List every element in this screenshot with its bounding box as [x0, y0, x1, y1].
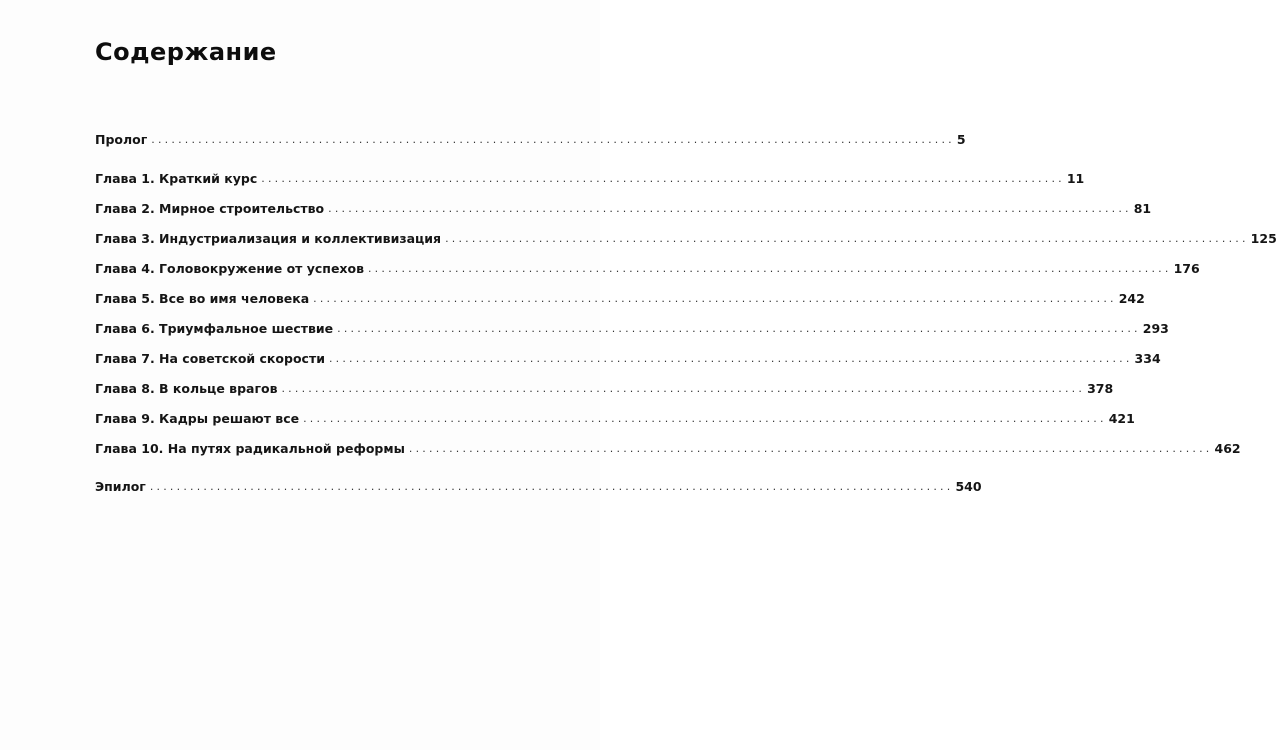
page-title: Содержание: [95, 38, 277, 66]
toc-entry: [95, 378, 1114, 396]
toc-entry-label: Глава 5. Все во имя человека: [95, 291, 310, 306]
toc-entry-label: Глава 6. Триумфальное шествие: [95, 321, 334, 336]
toc-entry-page: 11: [1066, 171, 1085, 186]
dot-leader: ........................................................................................................................: [151, 133, 955, 146]
toc-entry-page: 176: [1173, 261, 1200, 276]
toc-entry-label: Пролог: [95, 132, 148, 147]
toc-entry-page: 5: [956, 132, 966, 147]
dot-leader: ........................................................................................................................: [337, 322, 1141, 335]
toc-entry-page: 125: [1250, 231, 1277, 246]
toc-entry: [95, 288, 1145, 306]
toc-entry-label: Глава 3. Индустриализация и коллективизация: [95, 231, 442, 246]
toc-entry: [95, 348, 1161, 366]
toc-entry-label: Глава 9. Кадры решают все: [95, 411, 300, 426]
toc-entry-page: 81: [1133, 201, 1152, 216]
toc-entry: [95, 228, 1277, 246]
dot-leader: ........................................................................................................................: [367, 262, 1172, 275]
toc-entry: [95, 129, 966, 147]
toc-entry-page: 462: [1214, 441, 1241, 456]
dot-leader: ........................................................................................................................: [303, 412, 1107, 425]
toc-entry-label: Глава 1. Краткий курс: [95, 171, 258, 186]
dot-leader: ........................................................................................................................: [149, 480, 954, 493]
dot-leader: ........................................................................................................................: [261, 172, 1065, 185]
toc-entry: [95, 408, 1135, 426]
toc-entry-page: 540: [955, 479, 982, 494]
toc-entry-label: Глава 8. В кольце врагов: [95, 381, 278, 396]
toc-entry-label: Глава 10. На путях радикальной реформы: [95, 441, 405, 456]
toc-entry: [95, 198, 1152, 216]
toc-entry: [95, 258, 1200, 276]
toc-entry-label: Эпилог: [95, 479, 146, 494]
toc-entry-page: 293: [1142, 321, 1169, 336]
toc-entry: [95, 168, 1085, 186]
dot-leader: ........................................................................................................................: [328, 202, 1132, 215]
dot-leader: ........................................................................................................................: [445, 232, 1249, 245]
toc-entry-page: 378: [1087, 381, 1114, 396]
toc-entry: [95, 476, 982, 494]
toc-entry-label: Глава 7. На советской скорости: [95, 351, 325, 366]
toc-entry-label: Глава 4. Головокружение от успехов: [95, 261, 364, 276]
toc-entry-page: 334: [1134, 351, 1161, 366]
dot-leader: ........................................................................................................................: [328, 352, 1133, 365]
dot-leader: ........................................................................................................................: [408, 442, 1213, 455]
toc-entry-label: Глава 2. Мирное строительство: [95, 201, 325, 216]
dot-leader: ........................................................................................................................: [313, 292, 1117, 305]
toc-entry: [95, 318, 1169, 336]
toc-entry: [95, 438, 1241, 456]
toc-entry-page: 421: [1108, 411, 1135, 426]
dot-leader: ........................................................................................................................: [281, 382, 1086, 395]
toc-entry-page: 242: [1118, 291, 1145, 306]
